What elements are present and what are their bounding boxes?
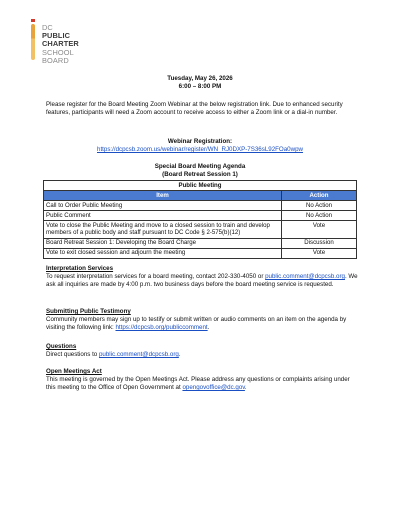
logo-line: SCHOOL [42,47,74,57]
table-row [44,200,357,210]
column-header-item: Item [44,190,282,200]
section-heading: Questions [46,343,77,350]
body-text: . [207,324,210,332]
email-link[interactable]: public.comment@dcpcsb.org [265,273,345,281]
agenda-action: Vote [282,248,357,258]
open-meetings-section [46,368,361,392]
table-row [44,220,357,238]
logo-wordmark [42,24,79,65]
agenda-action: Discussion [282,238,357,248]
table-section-label: Public Meeting [44,181,357,191]
agenda-title: Special Board Meeting Agenda [154,163,246,170]
agenda-item: Public Comment [44,210,282,220]
questions-section [46,343,361,359]
dc-pcsb-logo [28,12,98,72]
agenda-heading [0,163,400,179]
logo-accent-mark [31,19,35,22]
section-heading: Open Meetings Act [46,368,102,375]
body-text: . [178,351,181,359]
body-text: . We ask all inquiries are made by 4:00 p.m. two business days before the board meeting service is requested. [46,273,358,289]
agenda-action: Vote [282,220,357,238]
logo-line: BOARD [42,55,69,65]
meeting-date: Tuesday, May 26, 2026 [167,75,233,82]
agenda-item: Vote to exit closed session and adjourn the meeting [44,248,282,258]
logo-line: DC [42,23,53,32]
column-header-action: Action [282,190,357,200]
table-row [44,248,357,258]
agenda-table [43,180,357,259]
section-body [46,273,361,289]
body-text: Community members may sign up to testify or submit written or audio comments on an item on the agenda by visiting the following link: [46,316,347,332]
agenda-item: Board Retreat Session 1: Developing the Board Charge [44,238,282,248]
body-text: Direct questions to [46,351,99,359]
agenda-action: No Action [282,200,357,210]
logo-pencil-bar [31,24,35,60]
agenda-item: Vote to close the Public Meeting and move to a closed session to train and develop members of a public body and staff pursuant to DC Code § 2-575(b)(12) [44,220,282,238]
section-heading: Interpretation Services [46,265,114,272]
email-link[interactable]: opengovoffice@dc.gov [182,384,245,392]
agenda-subtitle: (Board Retreat Session 1) [162,171,238,179]
meeting-datetime [0,75,400,91]
webinar-registration [0,138,400,154]
webinar-link[interactable]: https://dcpcsb.zoom.us/webinar/register/WN_RJ0DXP-7S36sL92FOa0wpw [97,146,303,154]
section-body [46,316,361,332]
intro-paragraph: Please register for the Board Meeting Zoom Webinar at the below registration link. Due to enhanced security features, participants will need a Zoom account to receive access to either a Zoom link or a dial-in number. [46,101,343,117]
interpretation-section [46,265,361,289]
table-row [44,210,357,220]
body-text: This meeting is governed by the Open Meetings Act. Please address any questions or complaints arising under this meeting to the Office of Open Government at [46,376,350,392]
agenda-action: No Action [282,210,357,220]
meeting-time: 6:00 – 8:00 PM [178,83,222,91]
webinar-label: Webinar Registration: [167,138,233,145]
body-text: To request interpretation services for a board meeting, contact 202-330-4050 or [46,273,266,281]
public-comment-link[interactable]: https://dcpcsb.org/publiccomment [115,324,208,332]
email-link[interactable]: public.comment@dcpcsb.org [98,351,179,359]
testimony-section [46,308,361,332]
body-text: . [244,384,247,392]
table-row [44,238,357,248]
section-heading: Submitting Public Testimony [46,308,131,315]
logo-line: PUBLIC [42,31,71,41]
section-body [46,376,361,392]
logo-line: CHARTER [42,39,79,49]
agenda-item: Call to Order Public Meeting [44,200,282,210]
section-body [46,351,361,359]
